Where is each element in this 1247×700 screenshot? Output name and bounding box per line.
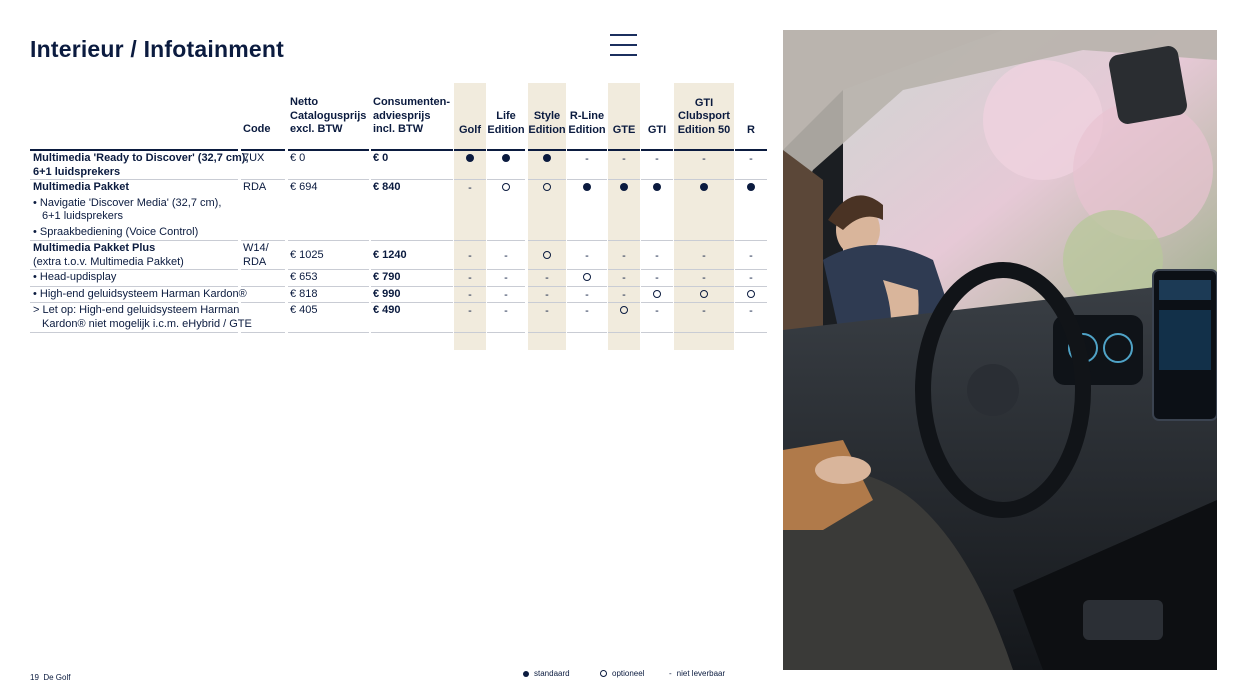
open-circle-icon (600, 670, 607, 677)
standard-dot-icon (653, 183, 661, 191)
availability-mark (532, 181, 562, 195)
row-divider (487, 302, 525, 303)
row-divider (371, 240, 453, 241)
availability-mark (642, 181, 672, 195)
optional-circle-icon (653, 290, 661, 298)
row-netto-price: € 653 (290, 271, 318, 283)
row-divider (641, 286, 673, 287)
row-code-line: RDA (243, 255, 267, 268)
header-rule (288, 149, 369, 151)
availability-mark (455, 152, 485, 166)
row-netto-price: € 694 (290, 181, 318, 193)
header-model-line: Edition 50 (677, 123, 731, 136)
row-netto-price: € 405 (290, 304, 318, 316)
row-divider (454, 269, 486, 270)
row-divider (30, 240, 238, 241)
header-netto-price (290, 96, 366, 137)
row-divider (487, 269, 525, 270)
header-model-line: Clubsport (678, 110, 730, 122)
availability-mark (532, 249, 562, 263)
row-code-line: RDA (243, 181, 267, 193)
row-divider (454, 302, 486, 303)
availability-mark: - (702, 250, 706, 262)
row-code-line: W14/ (243, 242, 269, 254)
row-divider (454, 179, 486, 180)
availability-mark: - (545, 289, 549, 301)
row-divider (241, 179, 285, 180)
row-divider (608, 302, 640, 303)
row-divider (487, 240, 525, 241)
availability-mark (532, 152, 562, 166)
row-divider (641, 269, 673, 270)
row-label-line: Multimedia 'Ready to Discover' (32,7 cm), (33, 152, 249, 164)
row-label (33, 242, 184, 269)
row-divider (674, 179, 734, 180)
row-consumer-price: € 840 (373, 181, 401, 193)
legend-standard-label: standaard (534, 669, 570, 678)
header-rule (735, 149, 767, 151)
header-model-line: R-Line (569, 110, 605, 122)
availability-mark: - (622, 289, 626, 301)
availability-mark: - (504, 250, 508, 262)
header-rule (454, 149, 486, 151)
availability-mark: - (468, 289, 472, 301)
car-interior-photo (783, 30, 1217, 670)
header-netto-line: Netto (290, 96, 319, 108)
row-divider (288, 240, 369, 241)
header-model-line: GTE (612, 123, 636, 136)
availability-mark: - (622, 272, 626, 284)
availability-mark: - (749, 272, 753, 284)
availability-mark: - (655, 305, 659, 317)
availability-mark (689, 288, 719, 302)
row-divider (567, 286, 607, 287)
availability-mark: - (655, 272, 659, 284)
row-label-line: Kardon® niet mogelijk i.c.m. eHybrid / GTE (42, 317, 252, 330)
page-number: 19 (30, 673, 39, 682)
header-consumer-line: adviesprijs (373, 109, 431, 122)
row-divider (371, 179, 453, 180)
header-rule (241, 149, 285, 151)
row-divider (371, 302, 453, 303)
row-divider (241, 269, 285, 270)
row-divider (567, 302, 607, 303)
row-label-line: • High-end geluidsysteem Harman Kardon® (33, 288, 247, 300)
row-divider (30, 179, 238, 180)
row-divider (288, 286, 369, 287)
row-divider (30, 332, 238, 333)
availability-mark (491, 181, 521, 195)
header-model-line: Edition (487, 123, 525, 136)
optional-circle-icon (543, 183, 551, 191)
legend-not-available (669, 669, 725, 678)
row-divider (288, 332, 369, 333)
header-rule (608, 149, 640, 151)
row-code (243, 242, 269, 269)
availability-mark: - (545, 272, 549, 284)
row-divider (735, 302, 767, 303)
header-rule (567, 149, 607, 151)
row-divider (487, 332, 525, 333)
row-divider (735, 269, 767, 270)
availability-mark: - (468, 305, 472, 317)
row-divider (735, 240, 767, 241)
header-model-line: Edition (568, 123, 606, 136)
row-divider (241, 332, 285, 333)
header-model-line: R (747, 123, 755, 136)
header-rule (30, 149, 238, 151)
availability-mark: - (585, 305, 589, 317)
row-divider (30, 286, 238, 287)
row-divider (735, 286, 767, 287)
availability-mark: - (468, 182, 472, 194)
header-rule (674, 149, 734, 151)
row-divider (487, 179, 525, 180)
row-divider (528, 286, 566, 287)
row-divider (735, 332, 767, 333)
availability-mark (572, 181, 602, 195)
legend-optional-label: optioneel (612, 669, 645, 678)
dash-icon: - (669, 669, 672, 678)
standard-dot-icon (543, 154, 551, 162)
optional-circle-icon (700, 290, 708, 298)
page-footer (30, 673, 70, 682)
row-sub-line: (extra t.o.v. Multimedia Pakket) (33, 255, 184, 268)
row-divider (454, 286, 486, 287)
row-divider (608, 269, 640, 270)
row-label-line: • Head-updisplay (33, 271, 117, 283)
availability-mark: - (702, 305, 706, 317)
availability-mark: - (504, 289, 508, 301)
availability-mark: - (585, 250, 589, 262)
row-divider (641, 302, 673, 303)
availability-mark: - (622, 250, 626, 262)
row-divider (371, 269, 453, 270)
availability-mark (736, 288, 766, 302)
availability-mark (491, 152, 521, 166)
row-sub-line: • Spraakbediening (Voice Control) (33, 225, 199, 238)
row-sub-line: • Navigatie 'Discover Media' (32,7 cm), (33, 196, 222, 209)
availability-mark: - (702, 272, 706, 284)
row-divider (371, 332, 453, 333)
row-consumer-price: € 990 (373, 288, 401, 300)
page-title: Interieur / Infotainment (30, 36, 284, 62)
row-divider (674, 286, 734, 287)
row-divider (567, 240, 607, 241)
row-label (33, 288, 247, 302)
row-divider (674, 240, 734, 241)
availability-mark (689, 181, 719, 195)
row-divider (567, 332, 607, 333)
header-model-line: Edition (528, 123, 566, 136)
row-divider (288, 269, 369, 270)
optional-circle-icon (543, 251, 551, 259)
row-divider (288, 179, 369, 180)
standard-dot-icon (700, 183, 708, 191)
availability-mark: - (749, 153, 753, 165)
header-model-line: Golf (459, 123, 481, 136)
row-divider (30, 269, 238, 270)
row-divider (735, 179, 767, 180)
row-netto-price: € 0 (290, 152, 306, 164)
row-label-line: > Let op: High-end geluidsysteem Harman (33, 304, 240, 316)
availability-mark: - (504, 272, 508, 284)
standard-dot-icon (502, 154, 510, 162)
availability-mark: - (545, 305, 549, 317)
header-model-line: GTI (694, 96, 714, 109)
row-label-line: 6+1 luidsprekers (33, 165, 121, 178)
row-label (33, 181, 221, 239)
availability-mark: - (468, 250, 472, 262)
header-consumer-line: Consumenten- (373, 96, 450, 108)
footer-title: De Golf (43, 673, 71, 682)
header-code: Code (243, 123, 271, 135)
row-code (243, 152, 264, 166)
row-divider (487, 286, 525, 287)
header-model-line: Style (533, 110, 561, 122)
row-sub-line: 6+1 luidsprekers (42, 210, 124, 222)
availability-mark (736, 181, 766, 195)
header-rule (641, 149, 673, 151)
row-label-line: Multimedia Pakket (33, 181, 129, 193)
availability-mark: - (749, 305, 753, 317)
optional-circle-icon (583, 273, 591, 281)
row-divider (528, 179, 566, 180)
optional-circle-icon (620, 306, 628, 314)
optional-circle-icon (502, 183, 510, 191)
header-model-line: Life (496, 110, 516, 122)
header-rule (487, 149, 525, 151)
row-divider (608, 240, 640, 241)
row-divider (528, 302, 566, 303)
row-divider (608, 332, 640, 333)
availability-mark: - (585, 289, 589, 301)
row-divider (641, 332, 673, 333)
row-netto-price: € 818 (290, 288, 318, 300)
row-divider (241, 286, 285, 287)
row-code (243, 181, 266, 195)
standard-dot-icon (583, 183, 591, 191)
row-netto-price: € 1025 (290, 249, 324, 261)
header-consumer-price (373, 96, 450, 137)
row-label (33, 152, 249, 179)
filled-dot-icon (523, 671, 529, 677)
row-divider (454, 332, 486, 333)
availability-mark (642, 288, 672, 302)
availability-mark: - (504, 305, 508, 317)
standard-dot-icon (620, 183, 628, 191)
header-model (729, 124, 773, 138)
header-consumer-line: incl. BTW (373, 123, 424, 135)
availability-mark: - (585, 153, 589, 165)
legend-not-available-label: niet leverbaar (676, 669, 726, 678)
legend-standard (523, 669, 570, 678)
standard-dot-icon (466, 154, 474, 162)
availability-mark: - (468, 272, 472, 284)
header-rule (528, 149, 566, 151)
row-label (33, 271, 116, 285)
legend-optional (600, 669, 644, 678)
row-divider (674, 269, 734, 270)
row-consumer-price: € 790 (373, 271, 401, 283)
row-divider (528, 269, 566, 270)
header-netto-line: excl. BTW (290, 123, 343, 135)
row-consumer-price: € 490 (373, 304, 401, 316)
availability-mark (609, 181, 639, 195)
row-divider (288, 302, 369, 303)
header-netto-line: Catalogusprijs (290, 109, 367, 122)
optional-circle-icon (747, 290, 755, 298)
row-divider (674, 332, 734, 333)
row-divider (528, 240, 566, 241)
availability-mark: - (702, 153, 706, 165)
header-model-line: GTI (647, 123, 667, 136)
row-divider (608, 286, 640, 287)
row-divider (241, 240, 285, 241)
availability-mark: - (655, 250, 659, 262)
availability-mark: - (749, 250, 753, 262)
standard-dot-icon (747, 183, 755, 191)
row-divider (528, 332, 566, 333)
row-divider (674, 302, 734, 303)
row-divider (608, 179, 640, 180)
row-divider (641, 179, 673, 180)
row-divider (371, 286, 453, 287)
row-consumer-price: € 0 (373, 152, 389, 164)
row-divider (454, 240, 486, 241)
row-divider (641, 240, 673, 241)
row-divider (241, 302, 285, 303)
availability-mark: - (622, 153, 626, 165)
row-label (33, 304, 252, 331)
availability-mark: - (655, 153, 659, 165)
availability-mark (572, 271, 602, 285)
row-code-line: 7UX (243, 152, 265, 164)
availability-mark (609, 304, 639, 318)
row-divider (567, 269, 607, 270)
row-label-line: Multimedia Pakket Plus (33, 242, 156, 254)
row-consumer-price: € 1240 (373, 249, 407, 261)
header-rule (371, 149, 453, 151)
row-divider (567, 179, 607, 180)
row-divider (30, 302, 238, 303)
